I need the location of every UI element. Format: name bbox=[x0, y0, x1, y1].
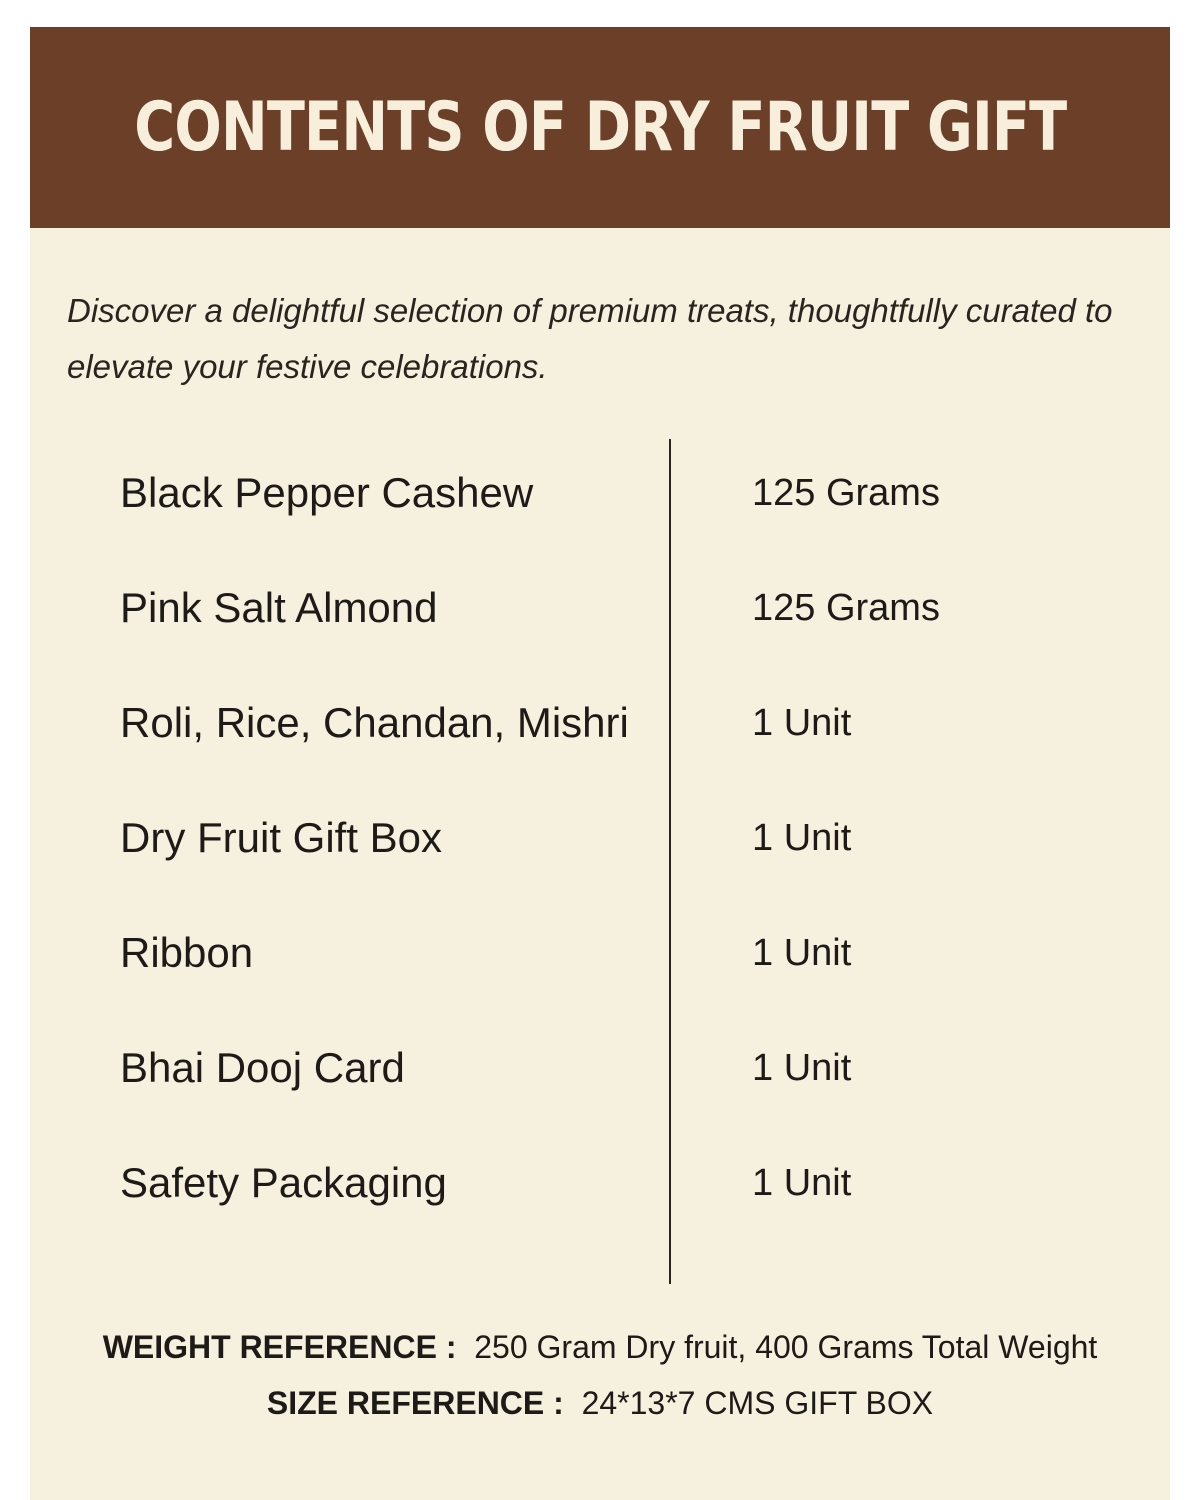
weight-reference-label: WEIGHT REFERENCE : bbox=[102, 1329, 466, 1365]
item-name: Pink Salt Almond bbox=[120, 584, 438, 631]
item-quantity: 125 Grams bbox=[752, 472, 940, 514]
item-quantity: 1 Unit bbox=[752, 1047, 852, 1089]
list-item bbox=[30, 1040, 1170, 1155]
item-quantity: 1 Unit bbox=[752, 702, 852, 744]
weight-reference bbox=[30, 1319, 1170, 1375]
weight-reference-value: 250 Gram Dry fruit, 400 Grams Total Weight bbox=[474, 1329, 1098, 1365]
list-item bbox=[30, 810, 1170, 925]
list-item bbox=[30, 925, 1170, 1040]
item-quantity: 1 Unit bbox=[752, 817, 852, 859]
item-name: Bhai Dooj Card bbox=[120, 1044, 405, 1091]
header-banner bbox=[30, 27, 1170, 228]
list-item bbox=[30, 465, 1170, 580]
item-quantity: 125 Grams bbox=[752, 587, 940, 629]
list-item bbox=[30, 580, 1170, 695]
item-name: Dry Fruit Gift Box bbox=[120, 814, 443, 861]
item-name: Ribbon bbox=[120, 929, 254, 976]
list-item bbox=[30, 695, 1170, 810]
contents-list bbox=[30, 465, 1170, 1270]
item-name: Black Pepper Cashew bbox=[120, 469, 534, 516]
item-name: Roli, Rice, Chandan, Mishri bbox=[120, 699, 629, 746]
page-title: CONTENTS OF DRY FRUIT GIFT bbox=[133, 88, 1067, 167]
item-quantity: 1 Unit bbox=[752, 932, 852, 974]
item-name: Safety Packaging bbox=[120, 1159, 447, 1206]
reference-footer bbox=[30, 1319, 1170, 1431]
size-reference-label: SIZE REFERENCE : bbox=[266, 1385, 573, 1421]
size-reference bbox=[30, 1375, 1170, 1431]
intro-text: Discover a delightful selection of premium treats, thoughtfully curated to elevate your festive celebrations. bbox=[67, 292, 1113, 385]
size-reference-value: 24*13*7 CMS GIFT BOX bbox=[581, 1385, 934, 1421]
item-quantity: 1 Unit bbox=[752, 1162, 852, 1204]
list-item bbox=[30, 1155, 1170, 1270]
contents-card bbox=[30, 27, 1170, 1500]
